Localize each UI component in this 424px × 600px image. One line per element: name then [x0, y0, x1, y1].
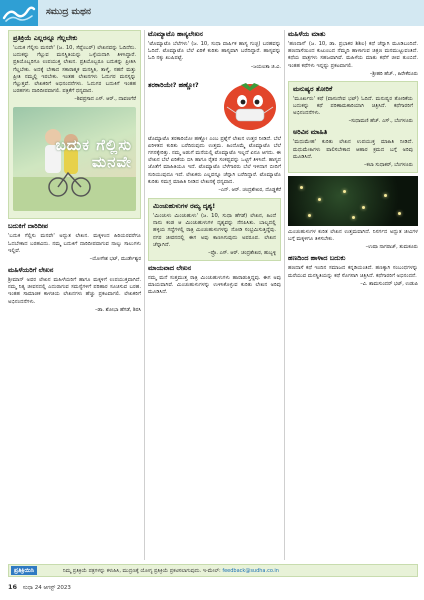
letter-title: ಹಣದಿಂದ ಹಾಳಾದ ಬದುಕು	[288, 254, 346, 263]
firefly-glow-icon	[318, 198, 321, 201]
letter-title: ಪ್ರತಿಕ್ರಿಯೆ ಎಲ್ಲರನ್ನೂ ಗೆಲ್ಲಬೇಕು	[13, 34, 78, 42]
feedback-band	[8, 564, 418, 577]
column-middle	[148, 30, 281, 297]
letter-signature: –ಡಾ. ಶೋಭಾ ಹೆಗಡೆ, ಶಿರಸಿ	[95, 306, 141, 313]
feedback-instructions: ನಿಮ್ಮ ಪ್ರತಿಕ್ರಿಯೆ ಪತ್ರಗಳನ್ನು ಕಳುಹಿಸಿ, ಮುದ್ರಣಕ್ಕೆ ಯೋಗ್ಯ ಪ್ರತಿಕ್ರಿಯೆ ಪ್ರಕಟಿಸಲಾಗುವುದು. ಇ-ಮೇಲ್:	[63, 567, 221, 574]
firefly-glow-icon	[352, 216, 355, 219]
feedback-text	[63, 568, 279, 574]
firefly-glow-icon	[300, 186, 303, 189]
letter-body: 'ಹಣದಾಸೆ' (ಜ. 10, ಡಾ. ಪ್ರಭಾಕರ ಶಿಶಿಲ) ಕಥೆ ಚೆನ್ನಾಗಿ ಮೂಡಿಬಂದಿದೆ. ಹಣದಾಸೆಯಿಂದ ಕುಟುಂಬದ ನೆಮ್ಮದಿ ಹಾಳಾಗುವ ಚಿತ್ರಣ ಮನಮುಟ್ಟುವಂತಿದೆ. ಕಥೆಯ ಪಾತ್ರಗಳು ಸಹಜವಾಗಿವೆ. ಮಹಿಳೆಯ ಮಾತು ಕಥೆಗೆ ಜೀವ ತುಂಬಿದೆ. ಇಂತಹ ಕಥೆಗಳು ಇನ್ನಷ್ಟು ಪ್ರಕಟವಾಗಲಿ.	[288, 41, 418, 69]
page-footer	[8, 583, 71, 592]
letter-title: ಮಹಿಳೆಯ ಮಾತು	[288, 30, 326, 38]
issue-info: ಸುಧಾ 24 ಆಗಸ್ಟ್ 2023	[22, 585, 71, 591]
letter-title: ತರಕಾರಿಯೇ? ಹಣ್ಣೋ?	[148, 80, 199, 89]
letter-signature: –ಶಿವಪ್ರಸಾದ ಎಸ್. ಆರ್., ದಾವಣಗೆರೆ	[74, 96, 136, 103]
letter-title: ಮಹಿಳೆಯರಿಗೆ ಲೇಖನ	[8, 266, 54, 275]
tomato-mask-icon	[219, 73, 281, 133]
tomato-section	[148, 73, 281, 133]
letter-signature: –ಕಲಾ ಸುಧಾಕರ್, ಬೆಂಗಳೂರು	[364, 162, 413, 169]
letter-title: ಮನುಷ್ಯರ ತೋರಿಕೆ	[293, 84, 333, 93]
letter-body: 'ಮಿಂಚುಳು ಮಿಂಚುಹುಳು' (ಜ. 10, ಸುಧಾ ಹೆಗಡೆ) ಲೇಖನ, ಹಿಂದೆ ನಾನು ಕಂಡ ಆ ಮಿಂಚುಹುಳುಗಳ ದೃಶ್ಯವನ್ನು ನೆನಪಿಸಿತು. ಬಾಲ್ಯದಲ್ಲಿ ಹಳ್ಳಿಯ ಗದ್ದೆಗಳಲ್ಲಿ ರಾತ್ರಿ ಮಿಂಚುಹುಳುಗಳನ್ನು ನೋಡಿ ಸಂಭ್ರಮಿಸುತ್ತಿದ್ದೆವು. ನಗರ ಜೀವನದಲ್ಲಿ ಈಗ ಅವು ಕಾಣಸಿಗುವುದು ಅಪರೂಪ. ಲೇಖನ ಚೆನ್ನಾಗಿದೆ.	[153, 213, 276, 248]
feedback-email-link[interactable]: feedback@sudha.co.in	[222, 567, 279, 574]
page-number: 16	[8, 583, 18, 591]
letter-body: 'ಟೊಮ್ಯಾಟೊ ಬೆಲೆಗಳು' (ಜ. 10, ಸುಧಾ ವಾರ್ಷಿಕ ಹಾಸ್ಯ ಗುಚ್ಛ) ಬರಹವನ್ನು ಓದಿದೆ. ಟೊಮ್ಯಾಟೊ ಬೆಲೆ ಏರಿಕೆ ಕುರಿತು ಹಾಸ್ಯವಾಗಿ ಬರೆದಿದ್ದಾರೆ. ಹಾಸ್ಯವನ್ನು ಓದಿ ನಕ್ಕು ಖುಷಿಪಟ್ಟೆ.	[148, 41, 281, 62]
letter-body: ನಮ್ಮ ಮನೆ ಸುತ್ತಮುತ್ತ ರಾತ್ರಿ ಮಿಂಚುಹುಳುಗಳು ಹಾರಾಡುತ್ತಿದ್ದವು. ಈಗ ಅವು ಮಾಯವಾಗಿವೆ. ಮಿಂಚುಹುಳುಗಳನ್ನು ಉಳಿಸಿಕೊಳ್ಳುವ ಕುರಿತು ಲೇಖನ ಅರಿವು ಮೂಡಿಸಿದೆ.	[148, 275, 281, 296]
letter-title: ಬದುಕಿಗೆ ದಾರಿದೀಪ	[8, 222, 48, 231]
letter-signature: –ವಿ. ಶಾಮಸುಂದರ್ ಭಟ್, ಉಡುಪಿ	[360, 280, 418, 287]
letter-body: ಹಣದಾಸೆ ಕಥೆ ಇಂದಿನ ಸಮಾಜದ ಕನ್ನಡಿಯಂತಿದೆ. ಹಣಕ್ಕಾಗಿ ಸಂಬಂಧಗಳನ್ನು ಮರೆಯುವ ಮನಸ್ಥಿತಿಯನ್ನು ಕಥೆ ಸೊಗಸಾಗಿ ಚಿತ್ರಿಸಿದೆ. ಕಥೆಗಾರರಿಗೆ ಅಭಿನಂದನೆ.	[288, 265, 418, 279]
photo-caption: ಬದುಕ ಗೆಲ್ಲಿಸು ಮನವೇ	[55, 136, 132, 172]
letter-signature: –ಪ್ರೊ. ಎಸ್. ಆರ್. ಚಂದ್ರಶೇಖರ, ಹುಬ್ಬಳ್ಳಿ	[208, 250, 276, 257]
firefly-photo-image	[288, 176, 418, 226]
firefly-glow-icon	[362, 206, 365, 209]
firefly-glow-icon	[343, 190, 346, 193]
letter-box-highlight	[288, 81, 418, 173]
letter-body: ಟೊಮ್ಯಾಟೊ ತರಕಾರಿಯೋ ಹಣ್ಣೋ ಎಂಬ ಪ್ರಶ್ನೆಗೆ ಲೇಖನ ಉತ್ತರ ನೀಡಿದೆ. ಬೆಲೆ ಏರಿಳಿತದ ಕುರಿತು ಬರೆದಿರುವುದು ಉತ್ತಮ. ಹಿಂದೊಮ್ಮೆ ಟೊಮ್ಯಾಟೊ ಬೆಲೆ ಗಗನಕ್ಕೇರಿತ್ತು. ನಮ್ಮ ಅಡುಗೆ ಮನೆಯಲ್ಲಿ ಟೊಮ್ಯಾಟೊ ಇಲ್ಲದೆ ಏನೂ ಆಗದು. ಈ ಲೇಖನ ಬೆಲೆ ಏರಿಕೆಯ ಬಿಸಿ ಹಾಗೂ ರೈತರ ಸಂಕಷ್ಟವನ್ನು ಒಟ್ಟಿಗೆ ತಿಳಿಸಿದೆ. ಹಾಸ್ಯದ ಜೊತೆಗೆ ಮಾಹಿತಿಯೂ ಇದೆ. ಟೊಮ್ಯಾಟೊ ಬೆಳೆಗಾರರು ಬೆಲೆ ಇಳಿದಾಗ ಬೀದಿಗೆ ಸುರಿಯುವುದೂ ಇದೆ. ಲೇಖಕರು ಎಲ್ಲವನ್ನೂ ಚೆನ್ನಾಗಿ ಬರೆದಿದ್ದಾರೆ. ಟೊಮ್ಯಾಟೊ ಕುರಿತು ಸಮಗ್ರ ಮಾಹಿತಿ ನೀಡಿದ ಲೇಖನಕ್ಕೆ ಧನ್ಯವಾದ.	[148, 135, 281, 185]
couple-photo-image	[13, 107, 136, 211]
section-title: ಸಮುದ್ರ ಮಥನ	[46, 7, 91, 17]
firefly-glow-icon	[308, 214, 311, 217]
letter-body: 'ಮಧುಮೇಹ' ಕುರಿತು ಲೇಖನ ಉಪಯುಕ್ತ ಮಾಹಿತಿ ನೀಡಿದೆ. ಮಧುಮೇಹಿಗಳು ಪಾಲಿಸಬೇಕಾದ ಆಹಾರ ಕ್ರಮದ ಬಗ್ಗೆ ಅರಿವು ಮೂಡಿಸಿದೆ.	[293, 139, 413, 160]
wave-logo-icon	[0, 0, 38, 26]
letter-signature: –ಜಯಲತಾ ಜಿ.ವಿ.	[250, 63, 281, 70]
letter-signature: –ಶ್ರೀಹರಿ ಹೆಚ್., ಹಿರೇಕೆರೂರು	[369, 70, 418, 77]
letter-signature: –ಉಷಾ ನಾಗರಾಜ್, ತುಮಕೂರು	[365, 244, 418, 251]
letter-body: ಮಿಂಚುಹುಳುಗಳ ಕುರಿತ ಲೇಖನ ಉತ್ತಮವಾಗಿದೆ. ನಿಸರ್ಗದ ಅದ್ಭುತ ಜೀವಿಗಳ ಬಗ್ಗೆ ಮಕ್ಕಳಿಗೂ ತಿಳಿಸಬೇಕು.	[288, 229, 418, 243]
letter-signature: –ಸುಧಾಮಣಿ ಹೆಚ್. ಎಸ್., ಬೆಂಗಳೂರು	[348, 118, 413, 125]
firefly-glow-icon	[398, 212, 401, 215]
letter-title: ಟೊಮ್ಯಾಟೊ ಹಾಸ್ಯಲೇಖನ	[148, 30, 203, 38]
letter-body: ಶ್ರೀಮಾನ್ ಅವರ ಲೇಖನ ಮಹಿಳೆಯರಿಗೆ ಹಾಗೂ ಮಕ್ಕಳಿಗೆ ಉಪಯುಕ್ತವಾಗಿದೆ. ನಮ್ಮ ನಿತ್ಯ ಜೀವನದಲ್ಲಿ ಎದುರಾಗುವ ಸಮಸ್ಯೆಗಳಿಗೆ ಪರಿಹಾರ ಸೂಚಿಸುವ ಬರಹ. ಇಂತಹ ಸಾಮಾಜಿಕ ಕಾಳಜಿಯ ಲೇಖನಗಳು ಹೆಚ್ಚು ಪ್ರಕಟವಾಗಲಿ. ಲೇಖಕರಿಗೆ ಅಭಿನಂದನೆಗಳು.	[8, 277, 141, 305]
column-left	[8, 30, 141, 314]
firefly-glow-icon	[384, 194, 387, 197]
letter-title: ಮಾಯವಾದ ಲೇಖನ	[148, 264, 192, 273]
feedback-label: ಪ್ರತಿಕ್ರಿಯಿಸಿ	[11, 566, 37, 575]
letter-title: ಅರಿವಿನ ಮಾಹಿತಿ	[293, 128, 328, 137]
letter-signature: –ಯೋಗೇಶ ಭಟ್, ಮುರ್ಡೇಶ್ವರ	[89, 256, 141, 263]
letter-body: 'ಬದುಕ ಗೆಲ್ಲಿಸು ಮನವೇ' ಅದ್ಭುತ ಲೇಖನ. ಮಕ್ಕಳಿಂದ ಹಿರಿಯರವರೆಗೂ ಓದಬೇಕಾದ ಬರಹವಿದು. ನಮ್ಮ ಬದುಕಿಗೆ ದಾರಿದೀಪವಾಗುವ ನಾಲ್ಕು ಸಾಲುಗಳು ಇಲ್ಲಿವೆ.	[8, 233, 141, 254]
column-divider	[284, 30, 285, 560]
letter-box-highlight	[148, 198, 281, 261]
letter-title: ಮಿಂಚುಹುಳುಗಳ ರಮ್ಯ ದೃಶ್ಯ!	[153, 202, 216, 211]
column-divider	[144, 30, 145, 560]
letter-body: 'ಬದುಕ ಗೆಲ್ಲಿಸು ಮನವೇ' (ಜ. 10, ಸೆಪ್ಟೆಂಬರ್) ಲೇಖನವನ್ನು ಓದಿದೆನು. ಬದುಕನ್ನು ಗೆಲ್ಲುವ ಮನಸ್ಥಿತಿಯನ್ನು ಒಳ್ಳೆಯದಾಗಿ ತಿಳಿಸಿದ್ದಾರೆ. ಪ್ರತಿಯೊಬ್ಬರಿಗೂ ಉಪಯುಕ್ತ ಲೇಖನ. ಪ್ರತಿಯೊಬ್ಬರೂ ಬದುಕನ್ನು ಪ್ರೀತಿಸಿ ಗೆಲ್ಲಬೇಕು. ಅದಕ್ಕೆ ಬೇಕಾದ ಸಕಾರಾತ್ಮಕ ಮನಸ್ಥಿತಿ, ತಾಳ್ಮೆ, ಸಹನೆ ಮತ್ತು ಪ್ರೀತಿ ನಮ್ಮಲ್ಲಿ ಇರಬೇಕು. ಇಂತಹ ಲೇಖನಗಳು ಓದುಗರ ಮನಸ್ಸನ್ನು ಗೆಲ್ಲುತ್ತವೆ. ಲೇಖಕರಿಗೆ ಅಭಿನಂದನೆಗಳು. ಓದುಗರ ಬದುಕಿಗೆ ಇಂತಹ ಬರಹಗಳು ದಾರಿದೀಪವಾಗಲಿ. ಪತ್ರಿಕೆಗೆ ಧನ್ಯವಾದ.	[13, 45, 136, 95]
letter-body: 'ಮೂರ್ಖರು' ಕಥೆ (ವಾಸುದೇವ ಭಟ್) ಓದಿದೆ. ಮನುಷ್ಯರ ತೋರಿಕೆಯ ಬದುಕನ್ನು ಕಥೆ ಪರಿಣಾಮಕಾರಿಯಾಗಿ ಚಿತ್ರಿಸಿದೆ. ಕಥೆಗಾರರಿಗೆ ಅಭಿನಂದನೆಗಳು.	[293, 95, 413, 117]
letter-box-highlight	[8, 30, 141, 219]
section-header	[0, 0, 424, 26]
letter-signature: –ಎನ್. ಆರ್. ಚಂದ್ರಶೇಖರ, ದೊಡ್ಡಕೆರೆ	[218, 187, 281, 194]
column-right	[288, 30, 418, 288]
